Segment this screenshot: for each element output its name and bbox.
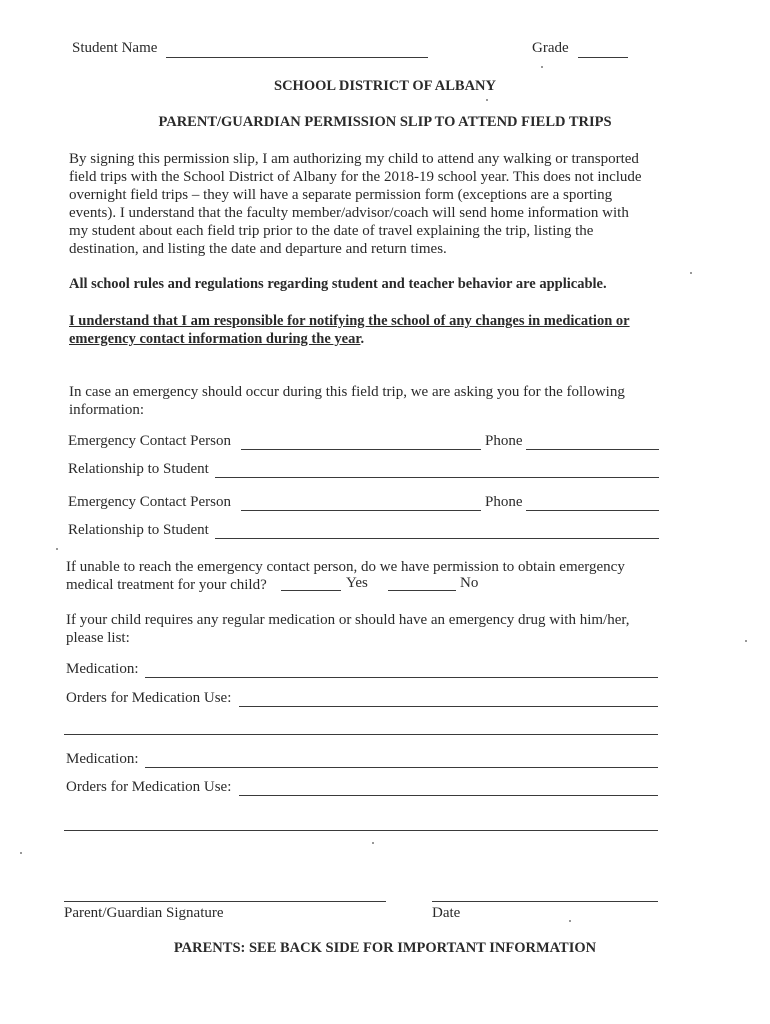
orders-2-continuation-field[interactable] <box>64 830 658 831</box>
phone-label: Phone <box>485 494 523 510</box>
student-name-field[interactable] <box>166 57 428 58</box>
relationship-label: Relationship to Student <box>68 522 209 538</box>
medication-label: Medication: <box>66 661 139 677</box>
intro-line: destination, and listing the date and departure and return times. <box>69 241 447 257</box>
relationship-1-field[interactable] <box>215 477 659 478</box>
grade-field[interactable] <box>578 57 628 58</box>
phone-2-field[interactable] <box>526 510 659 511</box>
no-field[interactable] <box>388 590 456 591</box>
intro-line: events). I understand that the faculty member/advisor/coach will send home information with <box>69 205 629 221</box>
orders-2-field[interactable] <box>239 795 658 796</box>
signature-label: Parent/Guardian Signature <box>64 905 224 921</box>
orders-label: Orders for Medication Use: <box>66 690 232 706</box>
intro-line: field trips with the School District of Albany for the 2018-19 school year. This does not include <box>69 169 642 185</box>
date-field[interactable] <box>432 901 658 902</box>
phone-1-field[interactable] <box>526 449 659 450</box>
orders-1-field[interactable] <box>239 706 658 707</box>
intro-line: my student about each field trip prior to the date of travel explaining the trip, listing the <box>69 223 594 239</box>
emergency-contact-2-field[interactable] <box>241 510 481 511</box>
medication-1-field[interactable] <box>145 677 658 678</box>
orders-label: Orders for Medication Use: <box>66 779 232 795</box>
intro-line: overnight field trips – they will have a separate permission form (exceptions are a sporting <box>69 187 613 203</box>
emergency-contact-label: Emergency Contact Person <box>68 433 232 449</box>
medication-intro-line: If your child requires any regular medication or should have an emergency drug with him/her, <box>66 612 630 628</box>
date-label: Date <box>432 905 461 921</box>
scan-speck <box>541 66 543 68</box>
medication-intro <box>66 611 706 647</box>
responsibility-period: . <box>360 331 365 347</box>
medication-label: Medication: <box>66 751 139 767</box>
responsibility-line: I understand that I am responsible for notifying the school of any changes in medication or <box>69 313 630 329</box>
district-title: SCHOOL DISTRICT OF ALBANY <box>274 78 496 94</box>
scan-speck <box>569 920 571 922</box>
medication-intro-line: please list: <box>66 630 130 646</box>
footer-notice: PARENTS: SEE BACK SIDE FOR IMPORTANT INFORMATION <box>173 940 597 956</box>
emergency-intro <box>69 383 689 419</box>
scan-speck <box>20 852 22 854</box>
responsibility-statement <box>69 312 709 348</box>
phone-label: Phone <box>485 433 523 449</box>
responsibility-line: emergency contact information during the year <box>69 331 361 347</box>
medication-2-field[interactable] <box>145 767 658 768</box>
scan-speck <box>690 272 692 274</box>
emergency-intro-line: In case an emergency should occur during this field trip, we are asking you for the following <box>69 384 625 400</box>
relationship-2-field[interactable] <box>215 538 659 539</box>
scan-speck <box>372 842 374 844</box>
yes-label: Yes <box>346 575 368 591</box>
scan-speck <box>486 99 488 101</box>
student-name-label: Student Name <box>72 40 158 56</box>
signature-field[interactable] <box>64 901 386 902</box>
no-label: No <box>460 575 479 591</box>
yes-field[interactable] <box>281 590 341 591</box>
intro-paragraph <box>69 150 689 258</box>
form-title: PARENT/GUARDIAN PERMISSION SLIP TO ATTEND FIELD TRIPS <box>158 114 612 130</box>
treatment-question <box>66 558 706 594</box>
relationship-label: Relationship to Student <box>68 461 209 477</box>
emergency-intro-line: information: <box>69 402 144 418</box>
intro-line: By signing this permission slip, I am authorizing my child to attend any walking or transported <box>69 151 639 167</box>
grade-label: Grade <box>532 40 569 56</box>
emergency-contact-label: Emergency Contact Person <box>68 494 232 510</box>
treatment-line: If unable to reach the emergency contact person, do we have permission to obtain emergency <box>66 559 625 575</box>
scan-speck <box>745 640 747 642</box>
emergency-contact-1-field[interactable] <box>241 449 481 450</box>
scan-speck <box>56 548 58 550</box>
orders-1-continuation-field[interactable] <box>64 734 658 735</box>
rules-statement: All school rules and regulations regarding student and teacher behavior are applicable. <box>69 276 607 292</box>
treatment-line: medical treatment for your child? <box>66 577 267 593</box>
